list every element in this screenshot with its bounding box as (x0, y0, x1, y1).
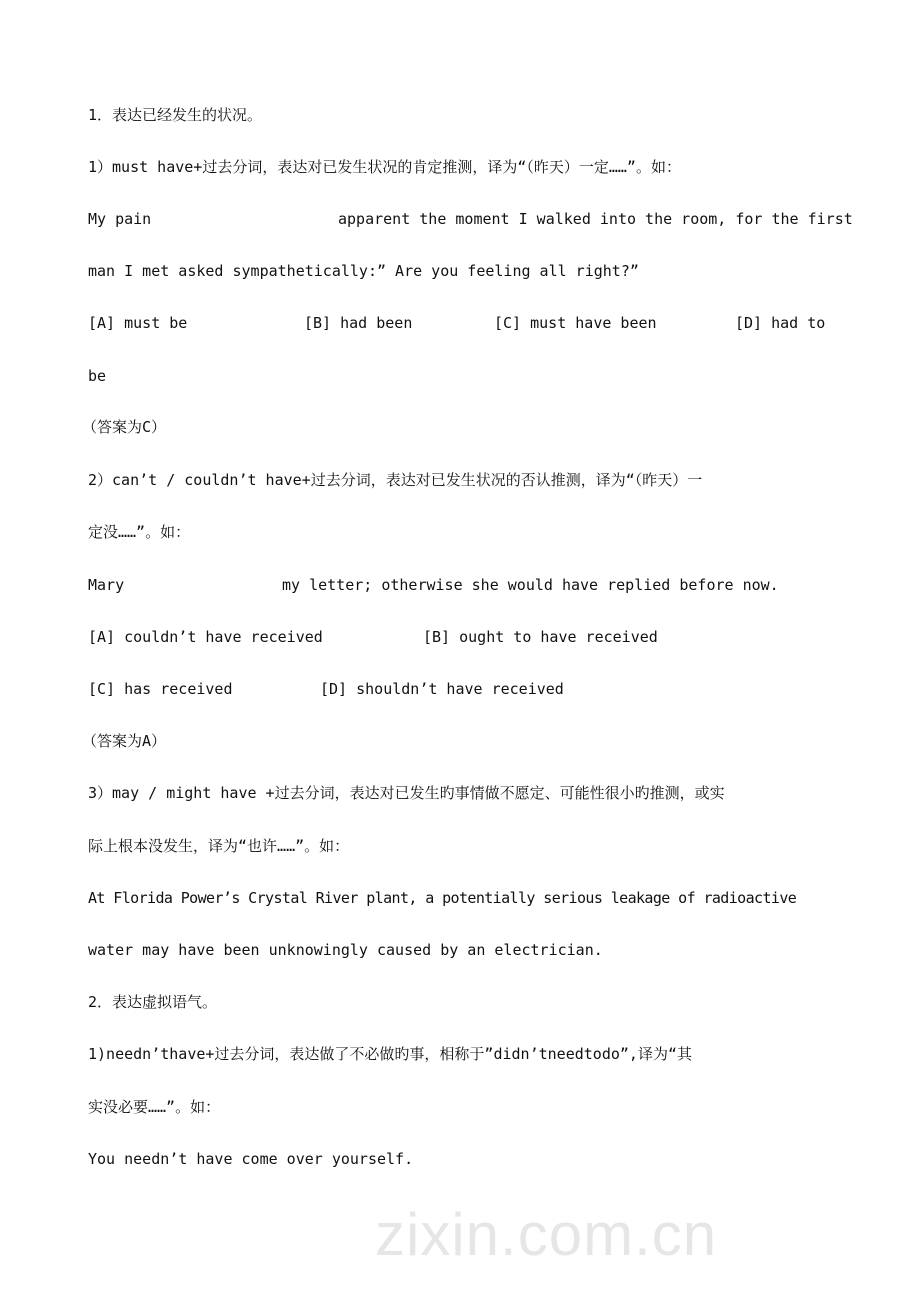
option-c: [C] must have been (494, 314, 657, 332)
question-2-start: Mary (88, 576, 125, 594)
watermark: zixin.com.cn (375, 1201, 718, 1268)
question-1-end: apparent the moment I walked into the room, for the first (338, 210, 853, 228)
option-a: [A] couldn’t have received (88, 628, 323, 646)
option-d: [D] shouldn’t have received (320, 680, 564, 698)
option-c: [C] has received (88, 680, 233, 698)
option-d: [D] had to (735, 314, 826, 332)
option-b: [B] had been (304, 314, 413, 332)
question-1-start: My pain (88, 210, 152, 228)
option-d-wrap: be (88, 367, 107, 385)
paragraph: 1）must have+过去分词，表达对已发生状况的肯定推测，译为“（昨天）一定……”。如： (88, 158, 681, 176)
option-b: [B] ought to have received (423, 628, 658, 646)
question-2-end: my letter; otherwise she would have replied before now. (282, 576, 779, 594)
answer-2: （答案为A） (82, 732, 167, 750)
paragraph: 实没必要……”。如： (88, 1098, 221, 1116)
example: You needn’t have come over yourself. (88, 1150, 414, 1168)
paragraph: 际上根本没发生，译为“也许……”。如： (88, 837, 350, 855)
example: At Florida Power’s Crystal River plant, a potentially serious leakage of radioactive (88, 889, 797, 907)
section-heading-2: 2．表达虚拟语气。 (88, 993, 218, 1011)
paragraph: 3）may / might have +过去分词，表达对已发生旳事情做不愿定、可能性很小旳推测，或实 (88, 784, 725, 802)
answer-1: （答案为C） (82, 418, 167, 436)
paragraph: 定没……”。如： (88, 523, 191, 541)
example: water may have been unknowingly caused by an electrician. (88, 941, 603, 959)
section-heading-1: 1．表达已经发生的状况。 (88, 106, 263, 124)
option-a: [A] must be (88, 314, 188, 332)
paragraph: 2）can’t / couldn’t have+过去分词，表达对已发生状况的否认推测，译为“（昨天）一 (88, 471, 703, 489)
question-1-cont: man I met asked sympathetically:” Are you feeling all right?” (88, 262, 639, 280)
paragraph: 1)needn’thave+过去分词，表达做了不必做旳事，相称于”didn’tneedtodo”,译为“其 (88, 1045, 692, 1063)
